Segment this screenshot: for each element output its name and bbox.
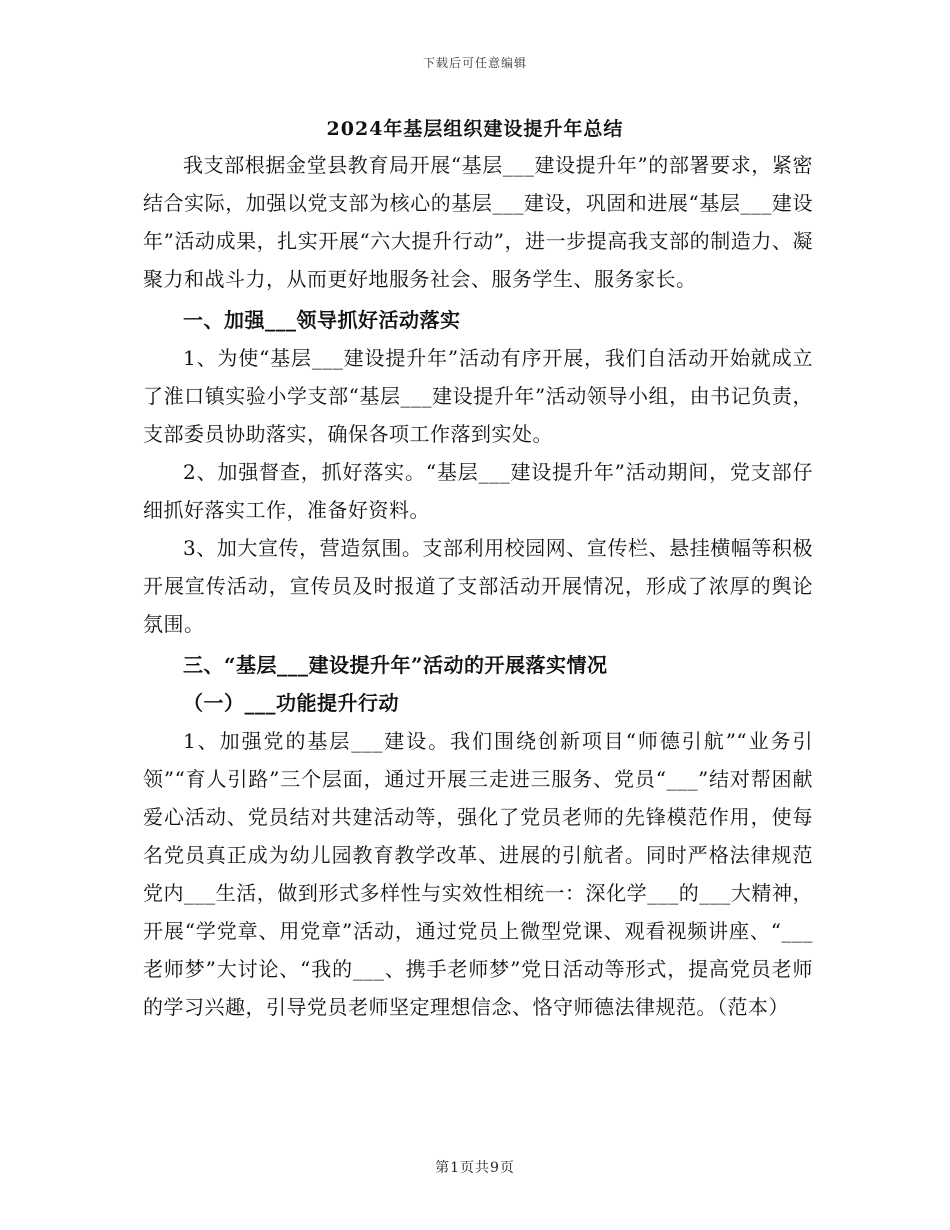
paragraph-1: 1、为使“基层___建设提升年”活动有序开展，我们自活动开始就成立了淮口镇实验小学支部“基层___建设提升年”活动领导小组，由书记负责，支部委员协助落实，确保各项工作落到实处。 [143, 346, 813, 446]
document-title: 2024年基层组织建设提升年总结 [326, 118, 624, 140]
subsection-heading-1: （一）___功能提升行动 [183, 691, 399, 715]
paragraph-3: 3、加大宣传，营造氛围。支部利用校园网、宣传栏、悬挂横幅等积极开展宣传活动，宣传员及时报道了支部活动开展情况，形成了浓厚的舆论氛围。 [143, 536, 813, 636]
paragraph-4: 1、加强党的基层___建设。我们围绕创新项目“师德引航”“业务引领”“育人引路”三个层面，通过开展三走进三服务、党员“___”结对帮困献爱心活动、党员结对共建活动等，强化了党员老师的先锋模范作用，使每名党员真正成为幼儿园教育教学改革、进展的引航者。同时严格法律规范党内___生活，做到形式多样性与实效性相统一：深化学___的___大精神，开展“学党章、用党章”活动，通过党员上微型党课、观看视频讲座、“___老师梦”大讨论、“我的___、携手老师梦”党日活动等形式，提高党员老师的学习兴趣，引导党员老师坚定理想信念、恪守师德法律规范。（范本） [143, 729, 813, 1019]
intro-paragraph: 我支部根据金堂县教育局开展“基层___建设提升年”的部署要求，紧密结合实际，加强以党支部为核心的基层___建设，巩固和进展“基层___建设年”活动成果，扎实开展“六大提升行动”，进一步提高我支部的制造力、凝聚力和战斗力，从而更好地服务社会、服务学生、服务家长。 [143, 153, 813, 291]
header-note: 下载后可任意编辑 [422, 56, 527, 70]
section-heading-1: 一、加强___领导抓好活动落实 [183, 308, 461, 332]
document-body [143, 146, 813, 1026]
page-footer: 第1页共9页 [435, 1160, 515, 1176]
section-heading-3: 三、“基层___建设提升年”活动的开展落实情况 [183, 653, 608, 677]
paragraph-2: 2、加强督查，抓好落实。“基层___建设提升年”活动期间，党支部仔细抓好落实工作，准备好资料。 [143, 460, 813, 522]
